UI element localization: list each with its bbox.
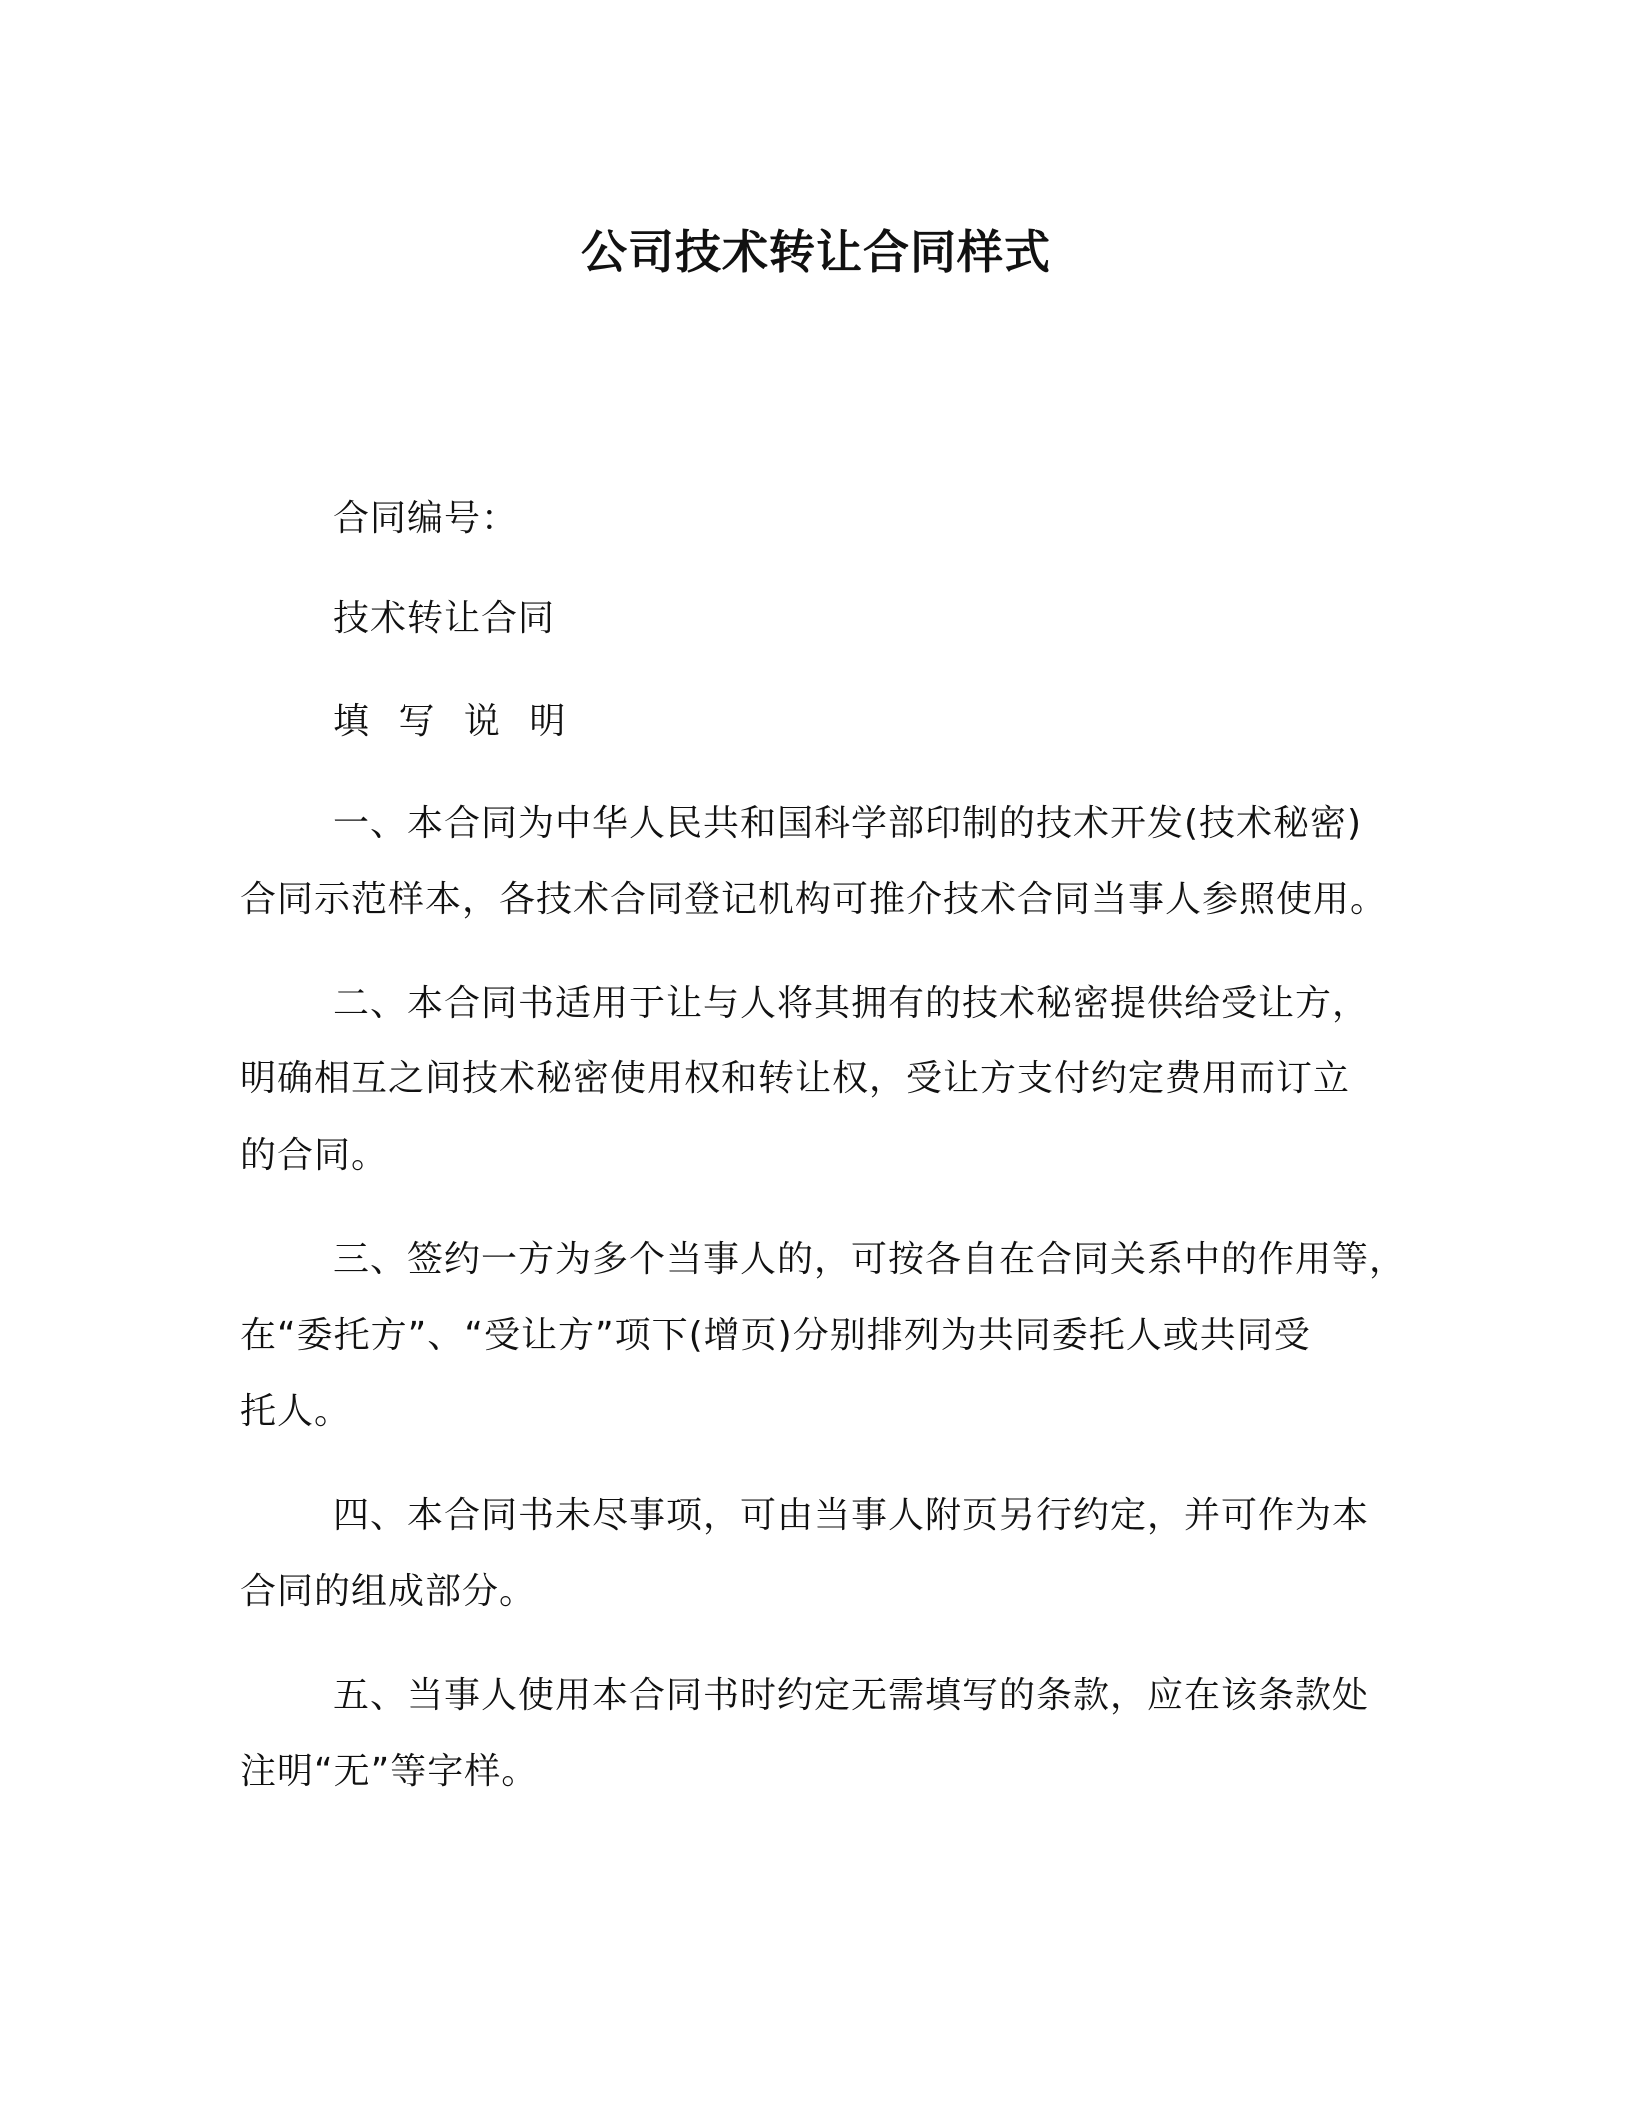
item-2-line-3: 的合同。 — [240, 1135, 389, 1176]
contract-number-label: 合同编号： — [333, 498, 519, 539]
item-3-line-2: 在“委托方”、“受让方”项下(增页)分别排列为共同委托人或共同受 — [240, 1315, 1311, 1356]
item-1-line-1: 一、本合同为中华人民共和国科学部印制的技术开发(技术秘密) — [333, 803, 1363, 844]
item-5-line-1: 五、当事人使用本合同书时约定无需填写的条款，应在该条款处 — [333, 1675, 1370, 1716]
instructions-heading: 填 写 说 明 — [333, 701, 575, 742]
item-2-line-1: 二、本合同书适用于让与人将其拥有的技术秘密提供给受让方， — [333, 983, 1370, 1024]
document-title: 公司技术转让合同样式 — [581, 225, 1051, 279]
item-3-line-3: 托人。 — [240, 1391, 352, 1432]
item-4-line-2: 合同的组成部分。 — [240, 1571, 537, 1612]
item-4-line-1: 四、本合同书未尽事项，可由当事人附页另行约定，并可作为本 — [333, 1495, 1370, 1536]
item-1-line-2: 合同示范样本，各技术合同登记机构可推介技术合同当事人参照使用。 — [240, 879, 1388, 920]
item-3-line-1: 三、签约一方为多个当事人的，可按各自在合同关系中的作用等， — [333, 1239, 1407, 1280]
item-2-line-2: 明确相互之间技术秘密使用权和转让权，受让方支付约定费用而订立 — [240, 1058, 1351, 1099]
contract-name: 技术转让合同 — [333, 598, 556, 639]
item-5-line-2: 注明“无”等字样。 — [240, 1751, 539, 1792]
